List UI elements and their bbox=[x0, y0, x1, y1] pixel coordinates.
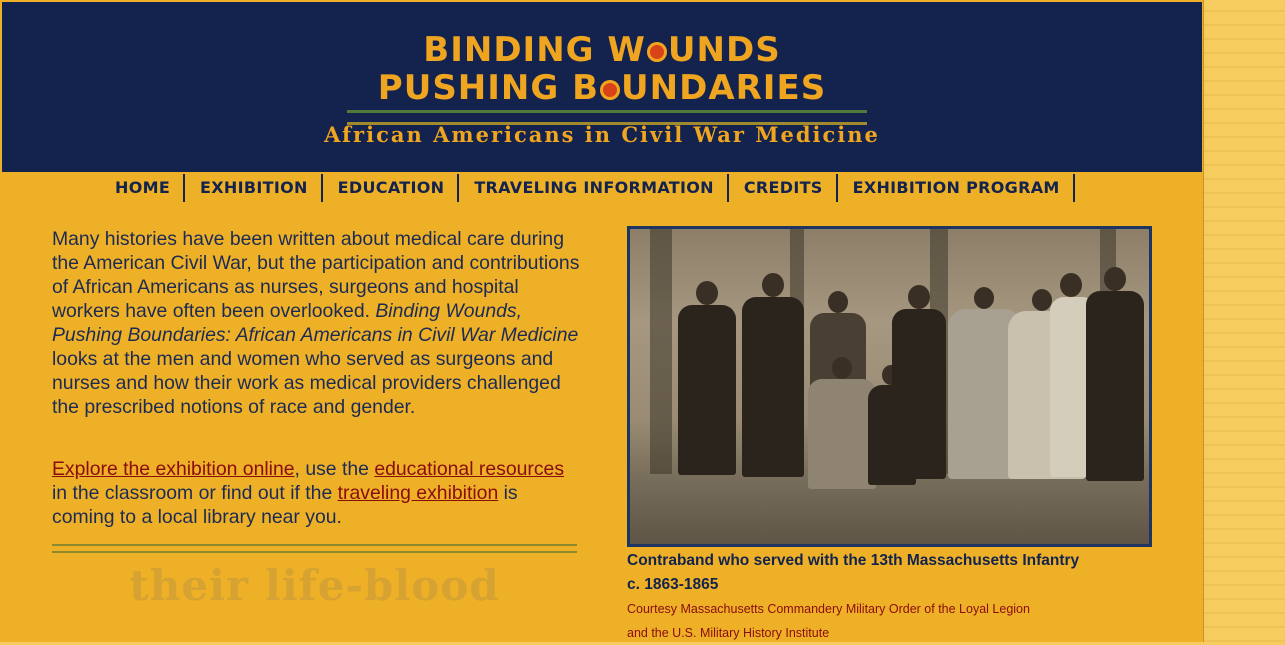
logo-title-line1[interactable] bbox=[2, 30, 1202, 70]
photo-person-head bbox=[1060, 273, 1082, 297]
logo-text: BINDING W bbox=[423, 30, 646, 70]
main-nav bbox=[100, 174, 1075, 202]
photo-caption bbox=[627, 549, 1167, 597]
logo-text: UNDARIES bbox=[621, 68, 827, 108]
photo-person-head bbox=[908, 285, 930, 309]
decorative-watermark: their life-blood bbox=[129, 561, 500, 610]
intro-paragraph bbox=[52, 227, 582, 419]
cta-paragraph bbox=[52, 457, 582, 529]
nav-exhibition[interactable]: EXHIBITION bbox=[185, 174, 323, 202]
cta-text: is coming to a local library near you. bbox=[52, 482, 518, 528]
o-dot-icon bbox=[600, 80, 620, 100]
cta-text: in the classroom or find out if the bbox=[52, 482, 338, 504]
site-header bbox=[2, 2, 1202, 172]
photo-person-head bbox=[832, 357, 852, 379]
logo-title-line2[interactable] bbox=[2, 68, 1202, 108]
exhibition-title-italic: Binding Wounds, Pushing Boundaries: African Americans in Civil War Medicine bbox=[52, 300, 579, 346]
logo-text: PUSHING B bbox=[377, 68, 600, 108]
photo-person bbox=[678, 305, 736, 475]
nav-education[interactable]: EDUCATION bbox=[323, 174, 460, 202]
logo-text: UNDS bbox=[667, 30, 781, 70]
cta-text: , use the bbox=[294, 458, 375, 480]
section-divider bbox=[52, 544, 577, 553]
intro-text: looks at the men and women who served as surgeons and nurses and how their work as medical providers challenged the prescribed notions of race and gender. bbox=[52, 348, 561, 418]
photo-person bbox=[1086, 291, 1144, 481]
educational-resources-link[interactable]: educational resources bbox=[374, 458, 565, 480]
traveling-exhibition-link[interactable]: traveling exhibition bbox=[337, 482, 499, 504]
nav-exhibition-program[interactable]: EXHIBITION PROGRAM bbox=[838, 174, 1075, 202]
nav-home[interactable]: HOME bbox=[100, 174, 185, 202]
photo-person-head bbox=[1032, 289, 1052, 311]
caption-date: c. 1863-1865 bbox=[627, 576, 719, 593]
photo-credit bbox=[627, 597, 1167, 645]
photo-person bbox=[808, 379, 876, 489]
credit-line: Courtesy Massachusetts Commandery Military Order of the Loyal Legion bbox=[627, 602, 1030, 616]
nav-traveling-information[interactable]: TRAVELING INFORMATION bbox=[459, 174, 729, 202]
photo-person bbox=[892, 309, 946, 479]
photo-person-head bbox=[974, 287, 994, 309]
explore-exhibition-link[interactable]: Explore the exhibition online bbox=[52, 458, 295, 480]
o-dot-icon bbox=[647, 42, 667, 62]
photo-person-head bbox=[762, 273, 784, 297]
intro-text: Many histories have been written about medical care during the American Civil War, but the participation and contributions of African Americans as nurses, surgeons and hospital workers have often been overlooked. bbox=[52, 228, 580, 322]
nav-credits[interactable]: CREDITS bbox=[729, 174, 838, 202]
photo-person-head bbox=[828, 291, 848, 313]
photo-person bbox=[742, 297, 804, 477]
photo-tree bbox=[650, 229, 672, 479]
credit-line: and the U.S. Military History Institute bbox=[627, 626, 830, 640]
photo-person-head bbox=[696, 281, 718, 305]
photo-person-head bbox=[1104, 267, 1126, 291]
caption-line: Contraband who served with the 13th Massachusetts Infantry bbox=[627, 552, 1080, 569]
logo-subtitle: African Americans in Civil War Medicine bbox=[324, 122, 880, 147]
historical-photo bbox=[627, 226, 1152, 547]
